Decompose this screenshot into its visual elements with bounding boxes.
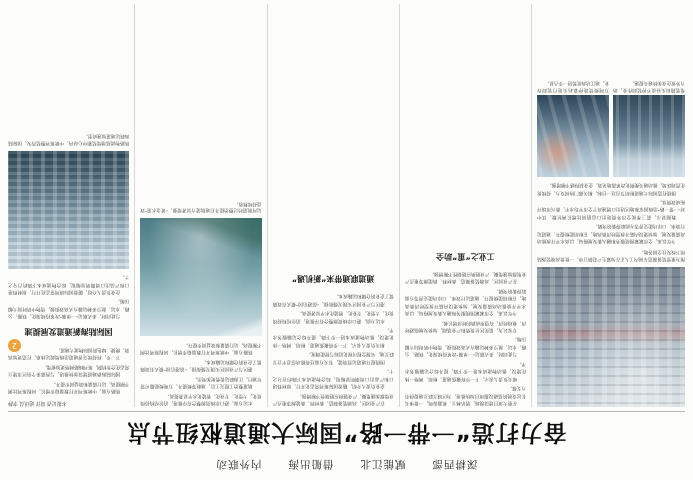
paragraph: 国际陆海新通道建设加快推进，与西部多个省区市建立常态化合作机制，班列线路网络更加密集。 [8, 364, 130, 378]
paragraph: 下一步，将持续完善通道沿线集疏运体系，打造更加高效、便捷、绿色的国际物流大通道。 [8, 347, 130, 361]
page-headline: 奋力打造“一带一路”国际大通道枢纽节点 [126, 419, 567, 445]
caption-factory: 图为重型装备制造车间内工人正在加紧生产赶制订单，一批批高端装备陆续下线发往全国各地。 [537, 250, 685, 262]
page-number-badge: 2 [8, 339, 21, 352]
caption-terminal: 铁路物流基地集装箱中心站内，中欧班列整装待发，国际陆海联运通道加速成型。 [8, 133, 130, 146]
byline: 本报记者 周洋 通讯员 李静 [8, 400, 67, 405]
paragraph: 航道整治工程完工后，通航等级提升，万吨级船舶可常年通行，江海联运优势更加突出。 [140, 376, 262, 390]
text-col-1 [537, 180, 685, 246]
headline-divider [8, 411, 685, 412]
column-4 [140, 4, 261, 407]
photo-terminal [8, 151, 129, 269]
column-3 [273, 4, 394, 407]
subhead-port: 工业之“重”助全 [436, 251, 495, 261]
paragraph: 相关负责人表示，下一步将聚焦通道、枢纽、网络一体化建设，推动物流成本进一步下降，提升综合运输服务水平。 [272, 328, 394, 348]
paragraph: 与此同时，多式联运“一单制”改革持续深化，铁路、公路、水运、航空多种运输方式高效衔接，货物中转时间大幅压缩。 [8, 299, 130, 320]
paragraph: 铁路方面，中欧班列开行数量稳步增长，回程班列比例不断提高，运行质量和效益同步提升。 [8, 381, 130, 394]
paragraph: 相关负责人表示，下一步将聚焦通道、枢纽、网络一体化建设，推动物流成本进一步下降，提升综合运输服务水平。 [404, 361, 527, 382]
kicker-item-3: 借船出海 [287, 458, 334, 469]
text-col-4 [140, 340, 261, 408]
column-divider [267, 4, 268, 407]
paragraph: 企业负责人介绍，随着国际班列常态化开行，原材料进口和产品出口周期明显缩短，综合物流成本下降约百分之十。 [8, 275, 130, 296]
paragraph: 水运方面，港口岸线资源整合有序推进，泊位结构持续优化，大型化、专业化、智能化水平显著提高。 [140, 393, 262, 406]
column-divider [399, 4, 400, 407]
photo-port [613, 95, 685, 177]
kicker-item-2: 赋能江北 [359, 458, 406, 469]
kicker-line [8, 457, 685, 474]
column-1 [537, 4, 685, 407]
caption-port: 集装箱码头昼夜不停装卸作业，助力外贸企业加快通关提速。 [613, 80, 685, 93]
text-col-5 [8, 344, 129, 395]
text-col-5-cont [8, 272, 129, 321]
column-2 [405, 4, 526, 407]
kicker-item-4: 内外联动 [215, 458, 262, 469]
photo-factory [537, 267, 685, 407]
paragraph: 今年以来，全市紧紧围绕服务和融入新发展格局，以高水平开放推动高质量发展，加快建设内陆开放型经济新高地，在枢纽能级提升、通道运行效率、口岸功能完善等方面取得新的突破。 [404, 288, 527, 317]
paragraph: 在产业园区，高端装备制造、新材料、新能源等重点产业集群加速集聚，产业链供应链韧性不断增强。 [272, 393, 394, 406]
paragraph: 数据显示，前三季度全市外贸进出口总值同比增长两位数，其中对“一带一路”沿线国家和地区进出口增速高于全市平均水平，新兴市场开拓成效明显。 [537, 200, 685, 220]
column-5 [8, 4, 129, 407]
paragraph: 在产业园区，高端装备制造、新材料、新能源等重点产业集群加速集聚，产业链供应链韧性不断增强。 [404, 272, 527, 285]
paragraph: 围绕打造国际大通道枢纽节点这一目标，相关部门协同发力，持续优化营商环境，推动通关便利化改革落地见效，企业获得感不断增强。 [537, 183, 685, 196]
text-col-3 [273, 291, 394, 407]
photo-canal [140, 219, 261, 337]
photo-ship [537, 95, 609, 177]
paragraph: 围绕提升通道运营效能，有关方面还将推动信息平台互联互通，实现全程可视化追踪与智能调度。 [272, 352, 394, 365]
paragraph: 铁路方面，中欧班列开行数量稳步增长，回程班列比例不断提高，运行质量和效益同步提升。 [140, 342, 262, 356]
subhead-canal: 通道联通带来“新机遇” [291, 273, 375, 283]
paragraph: 水运方面，港口岸线资源整合有序推进，泊位结构持续优化，大型化、专业化、智能化水平显著提高。 [272, 311, 394, 324]
text-col-2 [405, 269, 526, 407]
caption-canal: 运河航道经过整治提升后通航能力显著增强，“黄金水道”效益持续释放。 [140, 201, 262, 214]
column-divider [134, 4, 135, 407]
paragraph: 港区与产业园区实现无缝衔接，“前港后园”模式有效降低了企业的仓储和运输成本。 [140, 359, 262, 373]
kicker-item-1: 深耕西部 [431, 458, 478, 469]
column-divider [531, 4, 532, 407]
paragraph: 今年以来，全市紧紧围绕服务和融入新发展格局，以高水平开放推动高质量发展，加快建设内陆开放型经济新高地，在枢纽能级提升、通道运行效率、口岸功能完善等方面取得新的突破。 [537, 224, 685, 245]
paragraph: 专家认为，依托区位优势和产业基础，加快发展临港经济、枢纽经济，有望形成新的经济增长极。 [404, 320, 527, 334]
paragraph: 在重大项目建设现场，塔吊林立、机器轰鸣，一批事关长远发展的基础设施项目加快推进，为区域互联互通提供有力支撑。 [404, 386, 527, 406]
paragraph: 与此同时，多式联运“一单制”改革持续深化，铁路、公路、水运、航空多种运输方式高效衔接，货物中转时间大幅压缩。 [404, 337, 527, 358]
photo-pair [537, 79, 685, 177]
subhead-terminal: 国际陆海新通道发展提速 [24, 327, 113, 337]
paragraph: 企业负责人介绍，随着国际班列常态化开行，原材料进口和产品出口周期明显缩短，综合物流成本下降约百分之十。 [272, 369, 394, 390]
article-body [8, 4, 685, 407]
caption-ship: 万吨级货轮停靠码头进行装卸作业，通江达海优势进一步凸显。 [537, 80, 610, 93]
paragraph: 港区与产业园区实现无缝衔接，“前港后园”模式有效降低了企业的仓储和运输成本。 [272, 294, 394, 307]
